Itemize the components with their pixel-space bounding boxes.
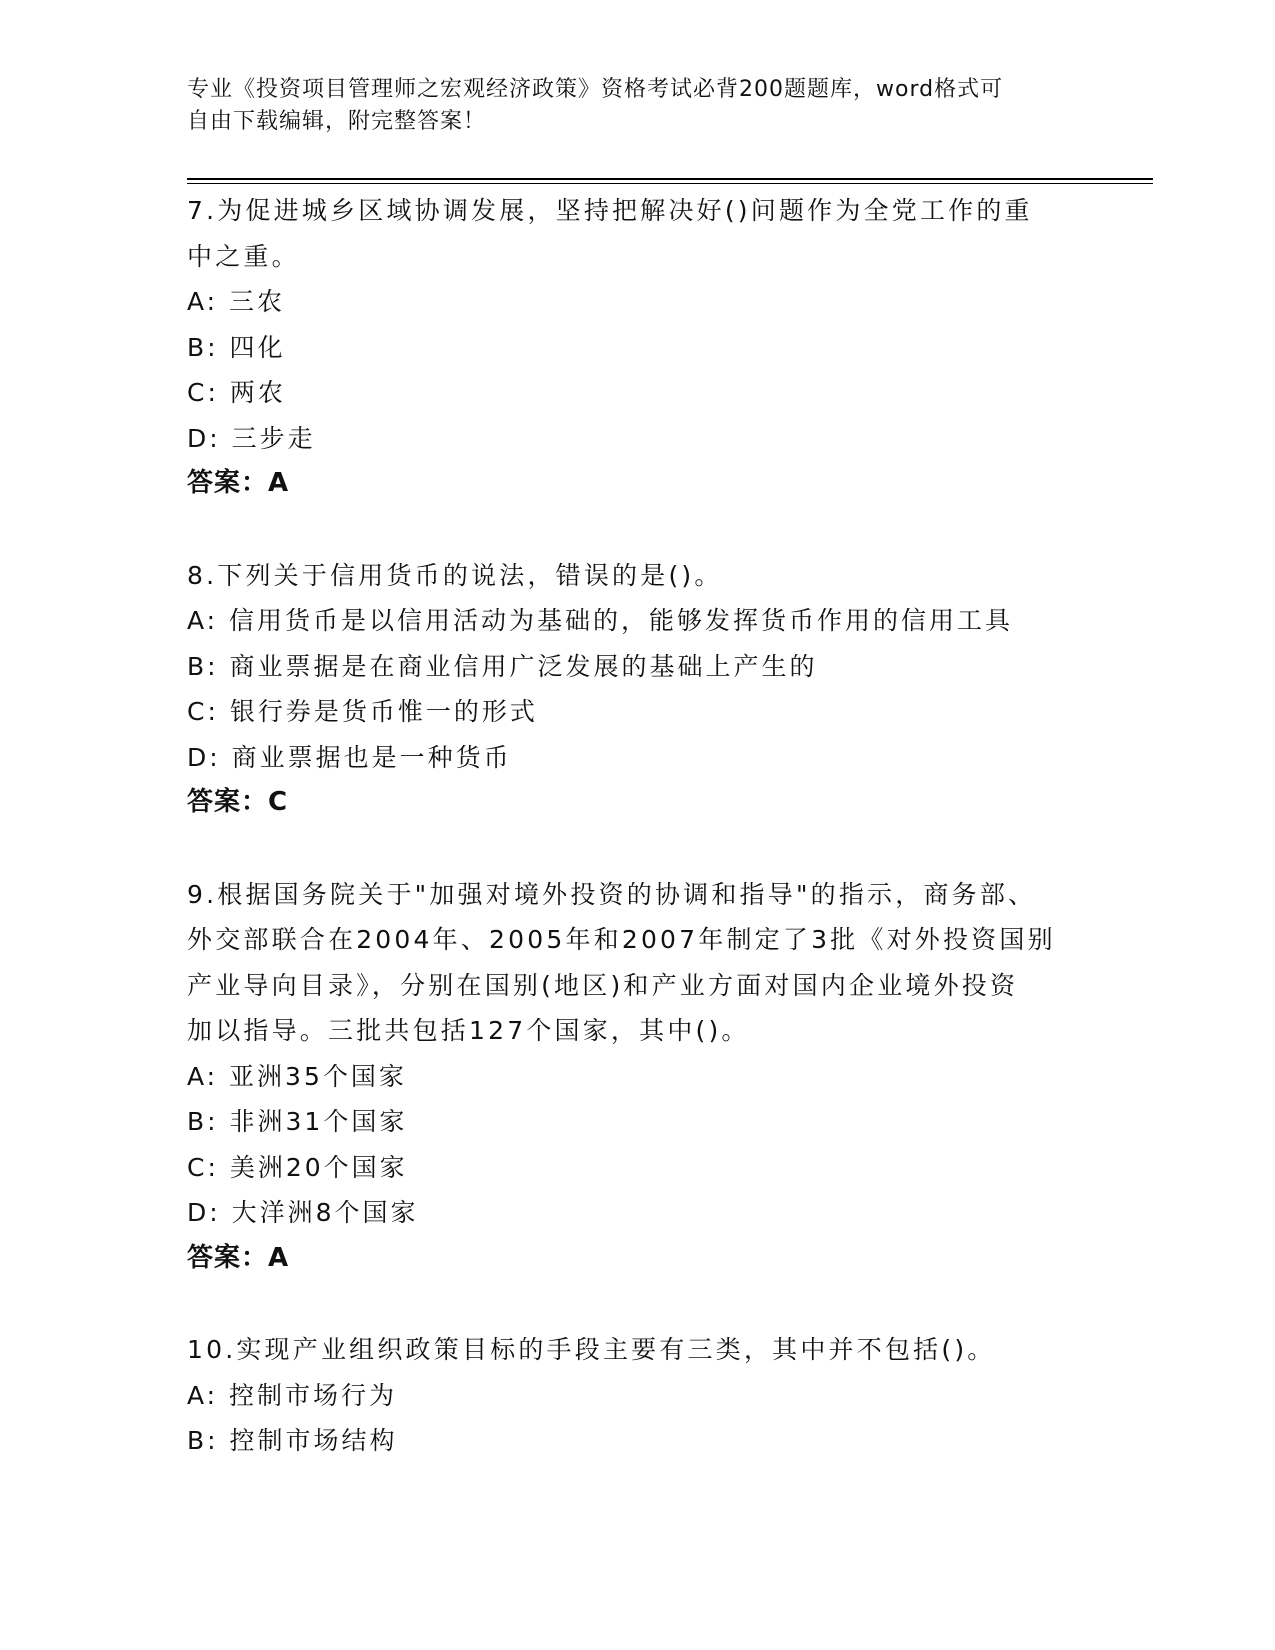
question-stem-line: 7.为促进城乡区域协调发展，坚持把解决好()问题作为全党工作的重: [187, 196, 1033, 225]
option-a: A: 信用货币是以信用活动为基础的，能够发挥货币作用的信用工具: [187, 606, 1014, 635]
header-divider-thick: [187, 178, 1153, 180]
header-line-2: 自由下载编辑，附完整答案！: [187, 109, 487, 134]
question-10: [187, 1327, 1077, 1464]
option-d: D: 商业票据也是一种货币: [187, 742, 512, 772]
option-b: B: 商业票据是在商业信用广泛发展的基础上产生的: [187, 651, 818, 681]
question-stem-line: 8.下列关于信用货币的说法，错误的是()。: [187, 560, 723, 590]
option-b: B: 控制市场结构: [187, 1426, 398, 1455]
question-stem-line: 加以指导。三批共包括127个国家，其中()。: [187, 1016, 750, 1045]
header-divider-thin: [187, 183, 1153, 184]
answer-line: 答案：C: [187, 787, 289, 817]
question-stem-line: 10.实现产业组织政策目标的手段主要有三类，其中并不包括()。: [187, 1335, 996, 1364]
option-a: A: 亚洲35个国家: [187, 1061, 407, 1091]
option-d: D: 三步走: [187, 423, 316, 453]
option-d: D: 大洋洲8个国家: [187, 1198, 419, 1227]
answer-line: 答案：A: [187, 1242, 290, 1273]
question-list: [187, 188, 1077, 1510]
question-7: [187, 188, 1077, 507]
option-c: C: 美洲20个国家: [187, 1152, 408, 1182]
option-a: A: 控制市场行为: [187, 1380, 398, 1410]
option-c: C: 两农: [187, 378, 286, 407]
header-line-1: 专业《投资项目管理师之宏观经济政策》资格考试必背200题题库，word格式可: [187, 77, 1004, 102]
option-b: B: 非洲31个国家: [187, 1107, 408, 1136]
option-b: B: 四化: [187, 332, 286, 362]
document-header: [187, 74, 1087, 138]
answer-line: 答案：A: [187, 468, 290, 498]
question-stem-line: 外交部联合在2004年、2005年和2007年制定了3批《对外投资国别: [187, 925, 1056, 954]
question-stem-line: 产业导向目录》，分别在国别(地区)和产业方面对国内企业境外投资: [187, 970, 1019, 1000]
question-9: [187, 872, 1077, 1282]
option-a: A: 三农: [187, 287, 286, 316]
question-stem-line: 中之重。: [187, 241, 300, 271]
option-c: C: 银行券是货币惟一的形式: [187, 697, 538, 726]
question-stem-line: 9.根据国务院关于"加强对境外投资的协调和指导"的指示，商务部、: [187, 879, 1037, 909]
question-8: [187, 553, 1077, 826]
